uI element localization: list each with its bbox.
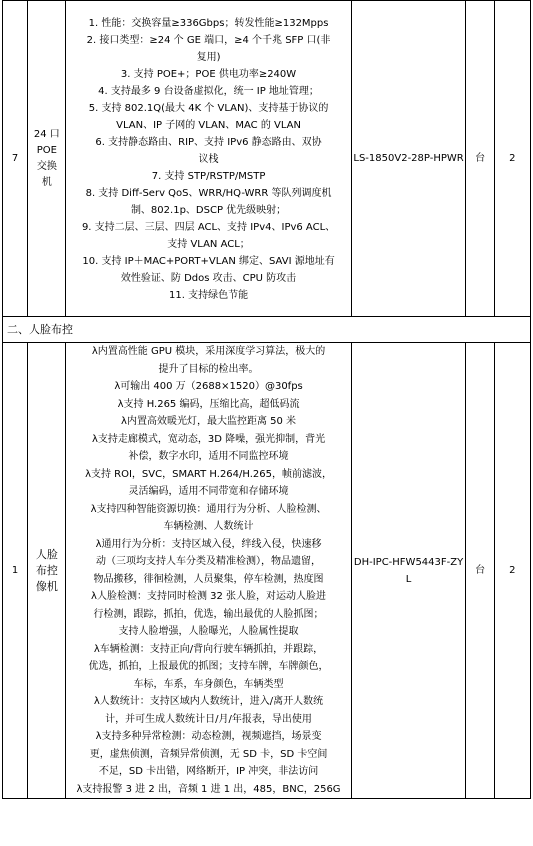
- spec-line: λ支持四种智能资源切换：通用行为分析、人脸检测、: [90, 503, 327, 515]
- unit: 台: [466, 1, 494, 317]
- spec-line: 9. 支持二层、三层、四层 ACL、支持 IPv4、IPv6 ACL、: [81, 221, 336, 233]
- spec-line: 7. 支持 STP/RSTP/MSTP: [151, 170, 266, 182]
- spec-line: 3. 支持 POE+；POE 供电功率≥240W: [120, 68, 297, 80]
- spec-line: 4. 支持最多 9 台设备虚拟化，统一 IP 地址管理；: [98, 85, 319, 97]
- spec-line: 动（三项均支持人车分类及精准检测），物品遗留，: [96, 556, 322, 567]
- spec-table: [2, 0, 531, 799]
- spec-line: λ内置高效暖光灯，最大监控距离 50 米: [121, 416, 297, 427]
- spec-line: 物品搬移，徘徊检测，人员聚集，停车检测，热度图: [93, 573, 324, 585]
- spec-line: 8. 支持 Diff-Serv QoS、WRR/HQ-WRR 等队列调度机: [85, 187, 332, 199]
- spec-line: λ人数统计：支持区域内人数统计，进入/离开人数统: [93, 696, 324, 707]
- spec-line: 不足，SD 卡出错，网络断开，IP 冲突，非法访问: [98, 766, 319, 777]
- spec-line: λ支持走廊模式，宽动态，3D 降噪，强光抑制，背光: [91, 433, 326, 445]
- spec-list: [66, 343, 351, 799]
- quantity: 2: [494, 1, 530, 317]
- quantity: 2: [494, 343, 530, 799]
- row-number: 1: [3, 343, 28, 799]
- unit: 台: [466, 343, 494, 799]
- spec-line: 行检测，跟踪，抓拍，优选，输出最优的人脸抓图；: [93, 608, 324, 620]
- spec-line: λ通用行为分析：支持区域入侵，绊线入侵，快速移: [95, 538, 322, 550]
- spec-line: 2. 接口类型：≥24 个 GE 端口，≥4 个千兆 SFP 口(非: [86, 34, 331, 46]
- spec-line: VLAN、IP 子网的 VLAN、MAC 的 VLAN: [116, 119, 301, 131]
- table-row-switch: [3, 1, 531, 317]
- spec-line: λ支持 ROI，SVC，SMART H.264/H.265，帧前滤波，: [85, 468, 333, 480]
- spec-line: 计，并可生成人数统计日/月/年报表，导出使用: [105, 713, 312, 725]
- product-name: 人脸 布控 像机: [28, 343, 66, 799]
- spec-line: 更，虚焦侦测，音频异常侦测，无 SD 卡，SD 卡空间: [89, 748, 328, 760]
- spec-line: 11. 支持绿色节能: [169, 289, 249, 301]
- spec-line: 制、802.1p、DSCP 优先级映射；: [130, 204, 287, 216]
- table-row-camera: [3, 343, 531, 799]
- spec-line: λ车辆检测：支持正向/背向行驶车辆抓拍，并跟踪，: [93, 643, 324, 655]
- spec-line: λ支持多种异常检测：动态检测，视频遮挡，场景变: [95, 731, 322, 742]
- spec-line: λ支持 H.265 编码，压缩比高，超低码流: [117, 398, 300, 410]
- model-number: DH-IPC-HFW5443F-ZYL: [351, 343, 466, 799]
- spec-line: 支持 VLAN ACL；: [167, 238, 250, 250]
- section-title: 二、人脸布控: [3, 317, 531, 343]
- spec-line: 车辆检测、人数统计: [163, 521, 254, 532]
- spec-line: λ内置高性能 GPU 模块，采用深度学习算法，极大的: [91, 346, 326, 357]
- spec-line: 10. 支持 IP＋MAC+PORT+VLAN 绑定、SAVI 源地址有: [82, 255, 335, 267]
- spec-line: λ人脸检测：支持同时检测 32 张人脸，对运动人脸进: [91, 591, 327, 602]
- product-name: 24 口 POE 交换 机: [28, 1, 66, 317]
- model-number: LS-1850V2-28P-HPWR: [351, 1, 466, 317]
- spec-line: 支持人脸增强，人脸曝光，人脸属性提取: [118, 626, 299, 637]
- spec-line: 灵活编码，适用不同带宽和存储环境: [128, 486, 289, 497]
- spec-line: 提升了目标的检出率。: [158, 363, 259, 375]
- spec-line: λ可输出 400 万（2688×1520）@30fps: [114, 381, 303, 392]
- spec-line: 效性验证、防 Ddos 攻击、CPU 防攻击: [120, 272, 297, 284]
- spec-line: 6. 支持静态路由、RIP、支持 IPv6 静态路由、双协: [95, 136, 322, 148]
- spec-line: 5. 支持 802.1Q(最大 4K 个 VLAN)、支持基于协议的: [88, 102, 329, 114]
- spec-line: λ支持报警 3 进 2 出，音频 1 进 1 出，485，BNC，256G: [76, 783, 341, 795]
- spec-line: 车标，车系，车身颜色，车辆类型: [133, 678, 284, 690]
- spec-line: 复用): [196, 51, 221, 63]
- spec-line: 议栈: [198, 153, 219, 165]
- row-number: 7: [3, 1, 28, 317]
- spec-line: 优选，抓拍，上报最优的抓图；支持车牌，车牌颜色，: [88, 661, 329, 672]
- spec-line: 1. 性能：交换容量≥336Gbps；转发性能≥132Mpps: [88, 17, 329, 29]
- spec-list: [66, 1, 351, 317]
- section-row: [3, 317, 531, 343]
- spec-line: 补偿，数字水印，适用不同监控环境: [128, 451, 289, 462]
